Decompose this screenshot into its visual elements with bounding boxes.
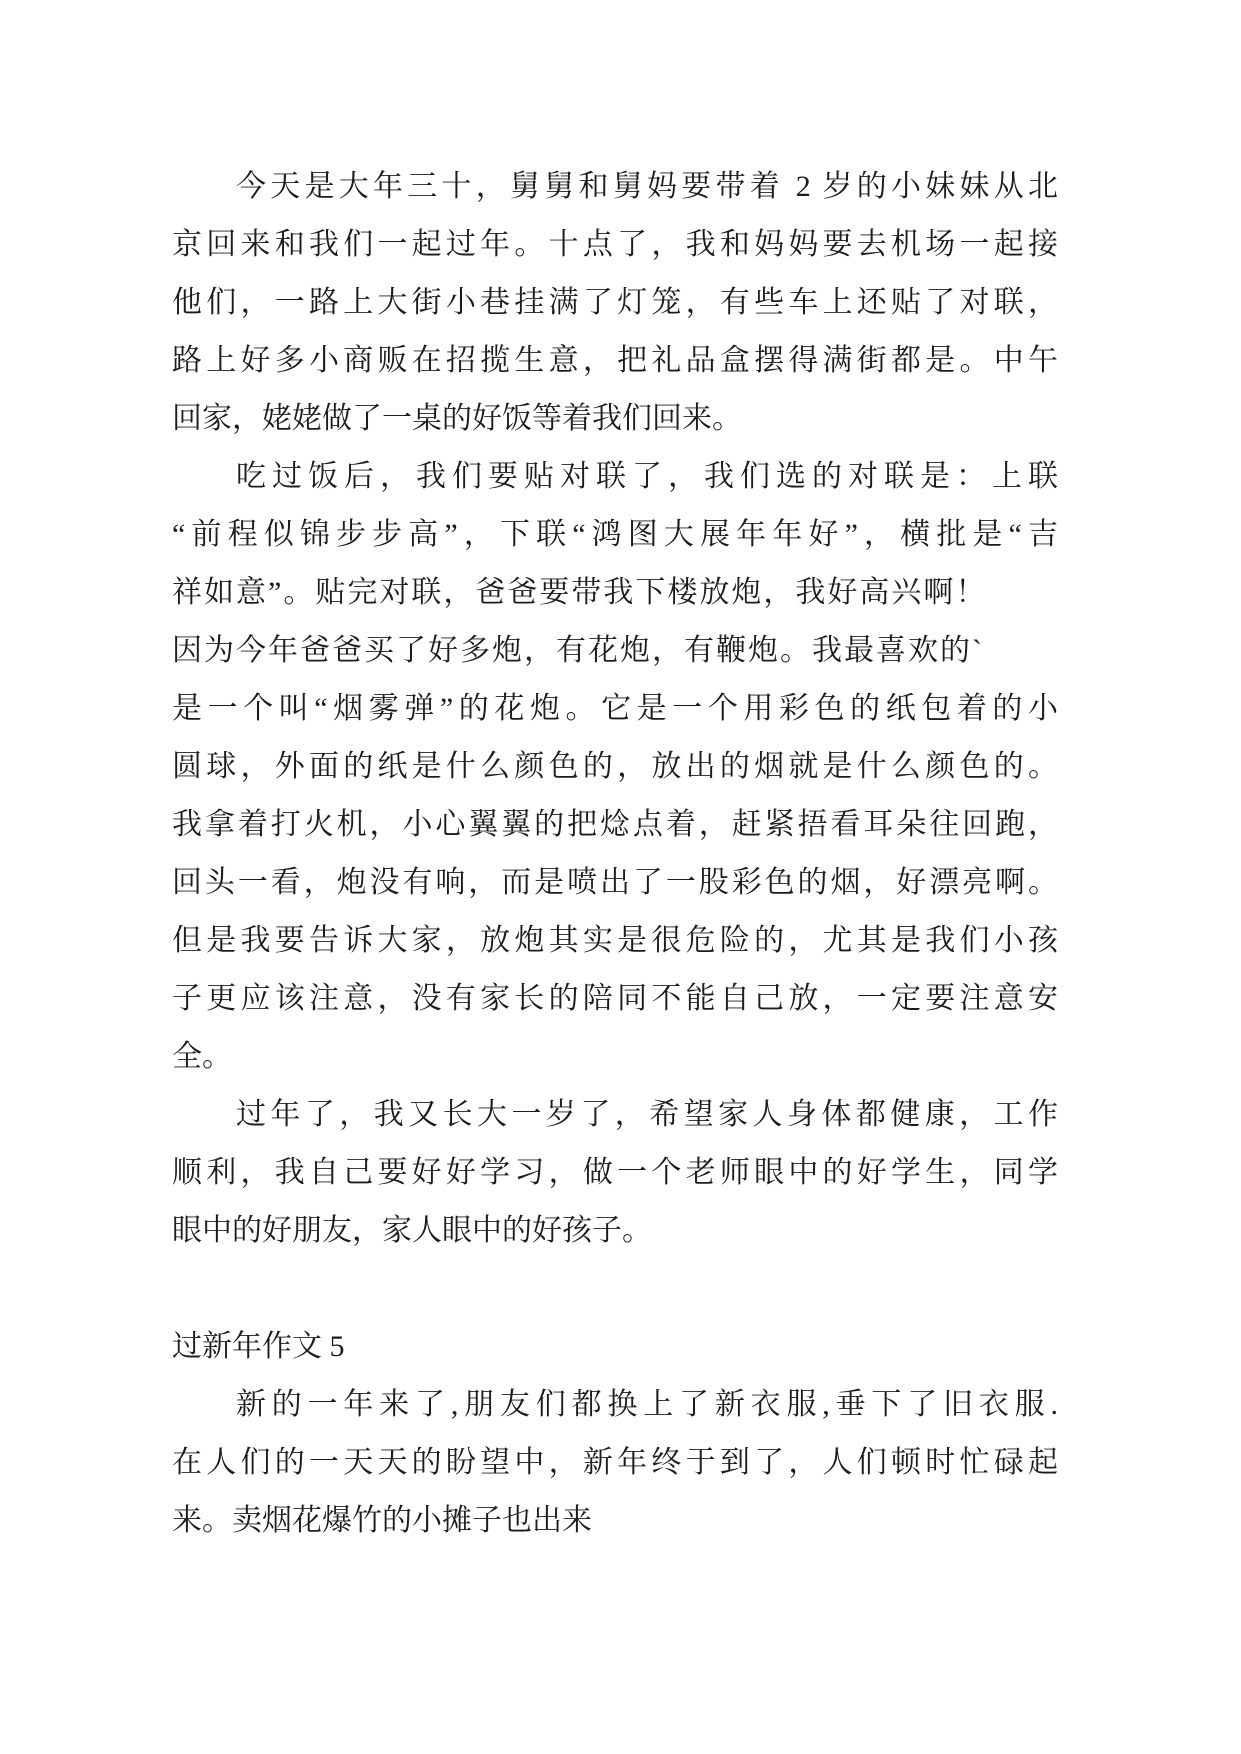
paragraph-line: 顺利，我自己要好好学习，做一个老师眼中的好学生，同学: [172, 1156, 1058, 1189]
paragraph-line: 祥如意”。贴完对联，爸爸要带我下楼放炮，我好高兴啊！: [172, 576, 988, 609]
paragraph-4: [172, 1376, 1058, 1550]
paragraph-line: 路上好多小商贩在招揽生意，把礼品盒摆得满街都是。中午: [172, 344, 1058, 377]
paragraph-2: [172, 448, 1058, 1086]
paragraph-line: 新的一年来了,朋友们都换上了新衣服,垂下了旧衣服.: [236, 1388, 1058, 1421]
essay-title: 过新年作文 5: [172, 1330, 345, 1363]
paragraph-line: 吃过饭后，我们要贴对联了，我们选的对联是：上联: [236, 460, 1058, 493]
paragraph-line: 他们，一路上大街小巷挂满了灯笼，有些车上还贴了对联，: [172, 286, 1058, 319]
paragraph-line: 是一个叫“烟雾弹”的花炮。它是一个用彩色的纸包着的小: [172, 692, 1058, 725]
paragraph-line: 来。卖烟花爆竹的小摊子也出来: [172, 1504, 592, 1537]
paragraph-line: 回家，姥姥做了一桌的好饭等着我们回来。: [172, 402, 742, 435]
paragraph-line: 子更应该注意，没有家长的陪同不能自己放，一定要注意安: [172, 982, 1058, 1015]
paragraph-line: 京回来和我们一起过年。十点了，我和妈妈要去机场一起接: [172, 228, 1058, 261]
blank-line: [172, 1260, 1058, 1318]
document-body: [172, 158, 1058, 1550]
paragraph-line: 但是我要告诉大家，放炮其实是很危险的，尤其是我们小孩: [172, 924, 1058, 957]
paragraph-line: 过年了，我又长大一岁了，希望家人身体都健康，工作: [236, 1098, 1058, 1131]
paragraph-line: 因为今年爸爸买了好多炮，有花炮，有鞭炮。我最喜欢的`: [172, 634, 984, 667]
paragraph-line: 我拿着打火机，小心翼翼的把焾点着，赶紧捂看耳朵往回跑，: [172, 808, 1058, 841]
paragraph-line: 今天是大年三十，舅舅和舅妈要带着 2 岁的小妹妹从北: [236, 170, 1058, 203]
paragraph-3: [172, 1086, 1058, 1260]
paragraph-line: 全。: [172, 1040, 232, 1073]
paragraph-line: 回头一看，炮没有响，而是喷出了一股彩色的烟，好漂亮啊。: [172, 866, 1058, 899]
paragraph-line: 眼中的好朋友，家人眼中的好孩子。: [172, 1214, 652, 1247]
paragraph-1: [172, 158, 1058, 448]
paragraph-line: 在人们的一天天的盼望中，新年终于到了，人们顿时忙碌起: [172, 1446, 1058, 1479]
paragraph-line: “前程似锦步步高”，下联“鸿图大展年年好”，横批是“吉: [172, 518, 1058, 551]
paragraph-line: 圆球，外面的纸是什么颜色的，放出的烟就是什么颜色的。: [172, 750, 1058, 783]
